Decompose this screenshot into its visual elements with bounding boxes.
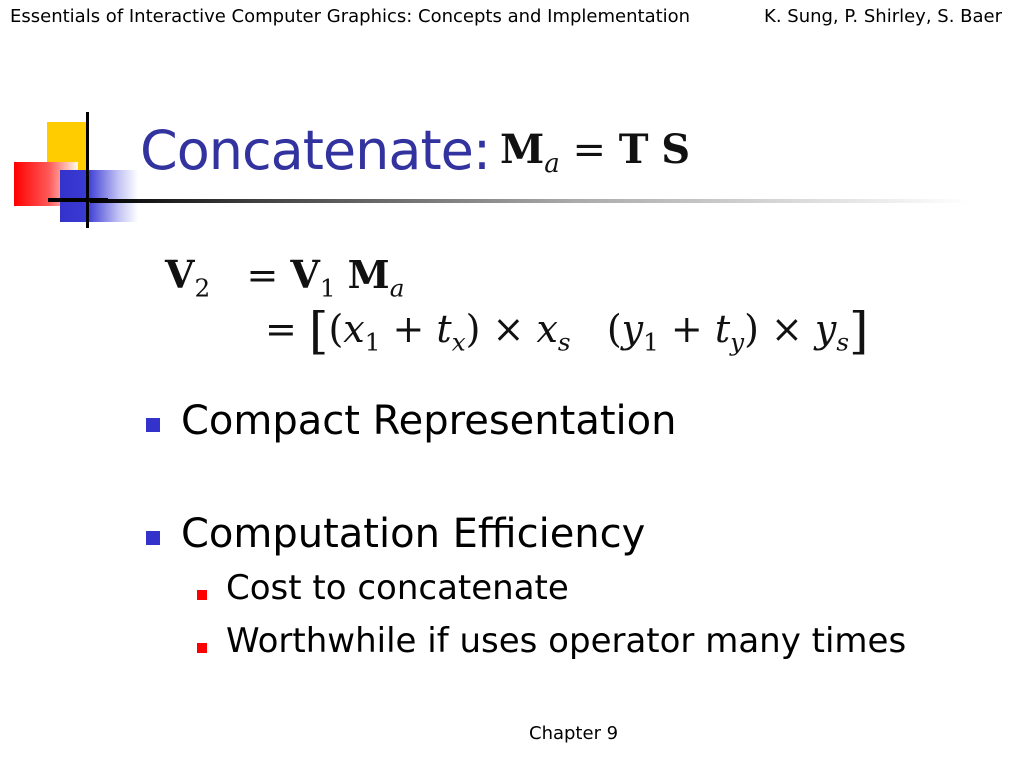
bullet-square-icon: [146, 418, 160, 432]
sub-bullet-square-icon: [197, 590, 207, 600]
sub-bullet-square-icon: [197, 643, 207, 653]
equation-line-2: = [$(x_1 + t_x) \times x_s$ $(y_1 + t_y) \times y_s$]: [265, 302, 869, 360]
slide-title: Concatenate:: [140, 119, 491, 182]
slide-logo-decoration: [0, 100, 150, 230]
equation-line-1: $V_2 = V_1$ $M_a$: [165, 252, 405, 303]
logo-blue-square: [60, 170, 138, 222]
header-authors: K. Sung, P. Shirley, S. Baer: [764, 6, 1002, 27]
footer-chapter: Chapter 9: [529, 723, 619, 744]
bullet-square-icon: [146, 531, 160, 545]
bullet-compact-representation: Compact Representation: [181, 398, 677, 444]
title-underline: [90, 199, 970, 203]
logo-vertical-line: [86, 112, 89, 228]
header-course-title: Essentials of Interactive Computer Graphics: Concepts and Implementation: [10, 6, 691, 27]
title-equation: $M_a = T$ S: [500, 126, 691, 180]
sub-bullet-cost: Cost to concatenate: [226, 568, 569, 608]
sub-bullet-worthwhile: Worthwhile if uses operator many times: [226, 621, 907, 661]
bullet-computation-efficiency: Computation Efficiency: [181, 511, 646, 557]
